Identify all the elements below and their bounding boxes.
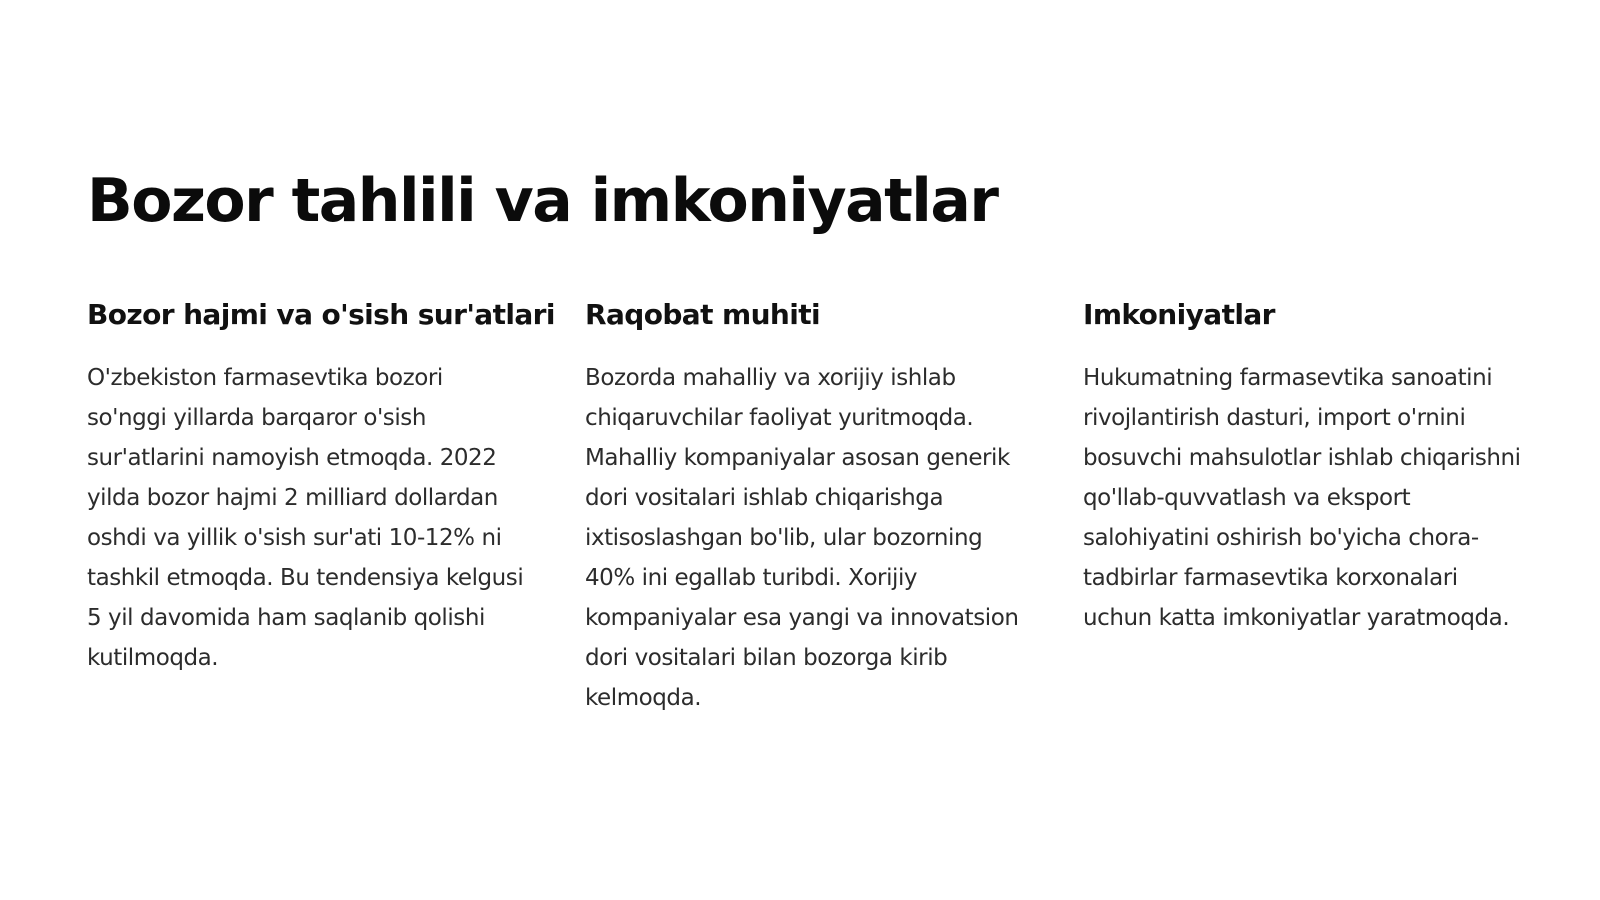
column-heading-competition: Raqobat muhiti [585, 298, 821, 331]
column-market-size [87, 298, 555, 718]
column-body-market-size: O'zbekiston farmasevtika bozori so'nggi yillarda barqaror o'sish sur'atlarini namoyish etmoqda. 2022 yilda bozor hajmi 2 milliard dollardan oshdi va yillik o'sish sur'ati 10-12% ni tashkil etmoqda. Bu tendensiya kelgusi 5 yil davomida ham saqlanib qolishi kutilmoqda. [87, 365, 524, 671]
column-body-opportunities: Hukumatning farmasevtika sanoatini rivojlantirish dasturi, import o'rnini bosuvchi mahsulotlar ishlab chiqarishni qo'llab-quvvatlash va eksport salohiyatini oshirish bo'yicha chora-tadbirlar farmasevtika korxonalari uchun katta imkoniyatlar yaratmoqda. [1083, 365, 1521, 631]
column-heading-market-size: Bozor hajmi va o'sish sur'atlari [87, 298, 555, 331]
page-title: Bozor tahlili va imkoniyatlar [87, 166, 998, 236]
column-heading-opportunities: Imkoniyatlar [1083, 298, 1275, 331]
column-body-competition: Bozorda mahalliy va xorijiy ishlab chiqaruvchilar faoliyat yuritmoqda. Mahalliy kompaniyalar asosan generik dori vositalari ishlab chiqarishga ixtisoslashgan bo'lib, ular bozorning 40% ini egallab turibdi. Xorijiy kompaniyalar esa yangi va innovatsion dori vositalari bilan bozorga kirib kelmoqda. [585, 365, 1019, 711]
content-columns [87, 298, 1527, 718]
column-opportunities [1083, 298, 1523, 718]
column-competition [585, 298, 1025, 718]
